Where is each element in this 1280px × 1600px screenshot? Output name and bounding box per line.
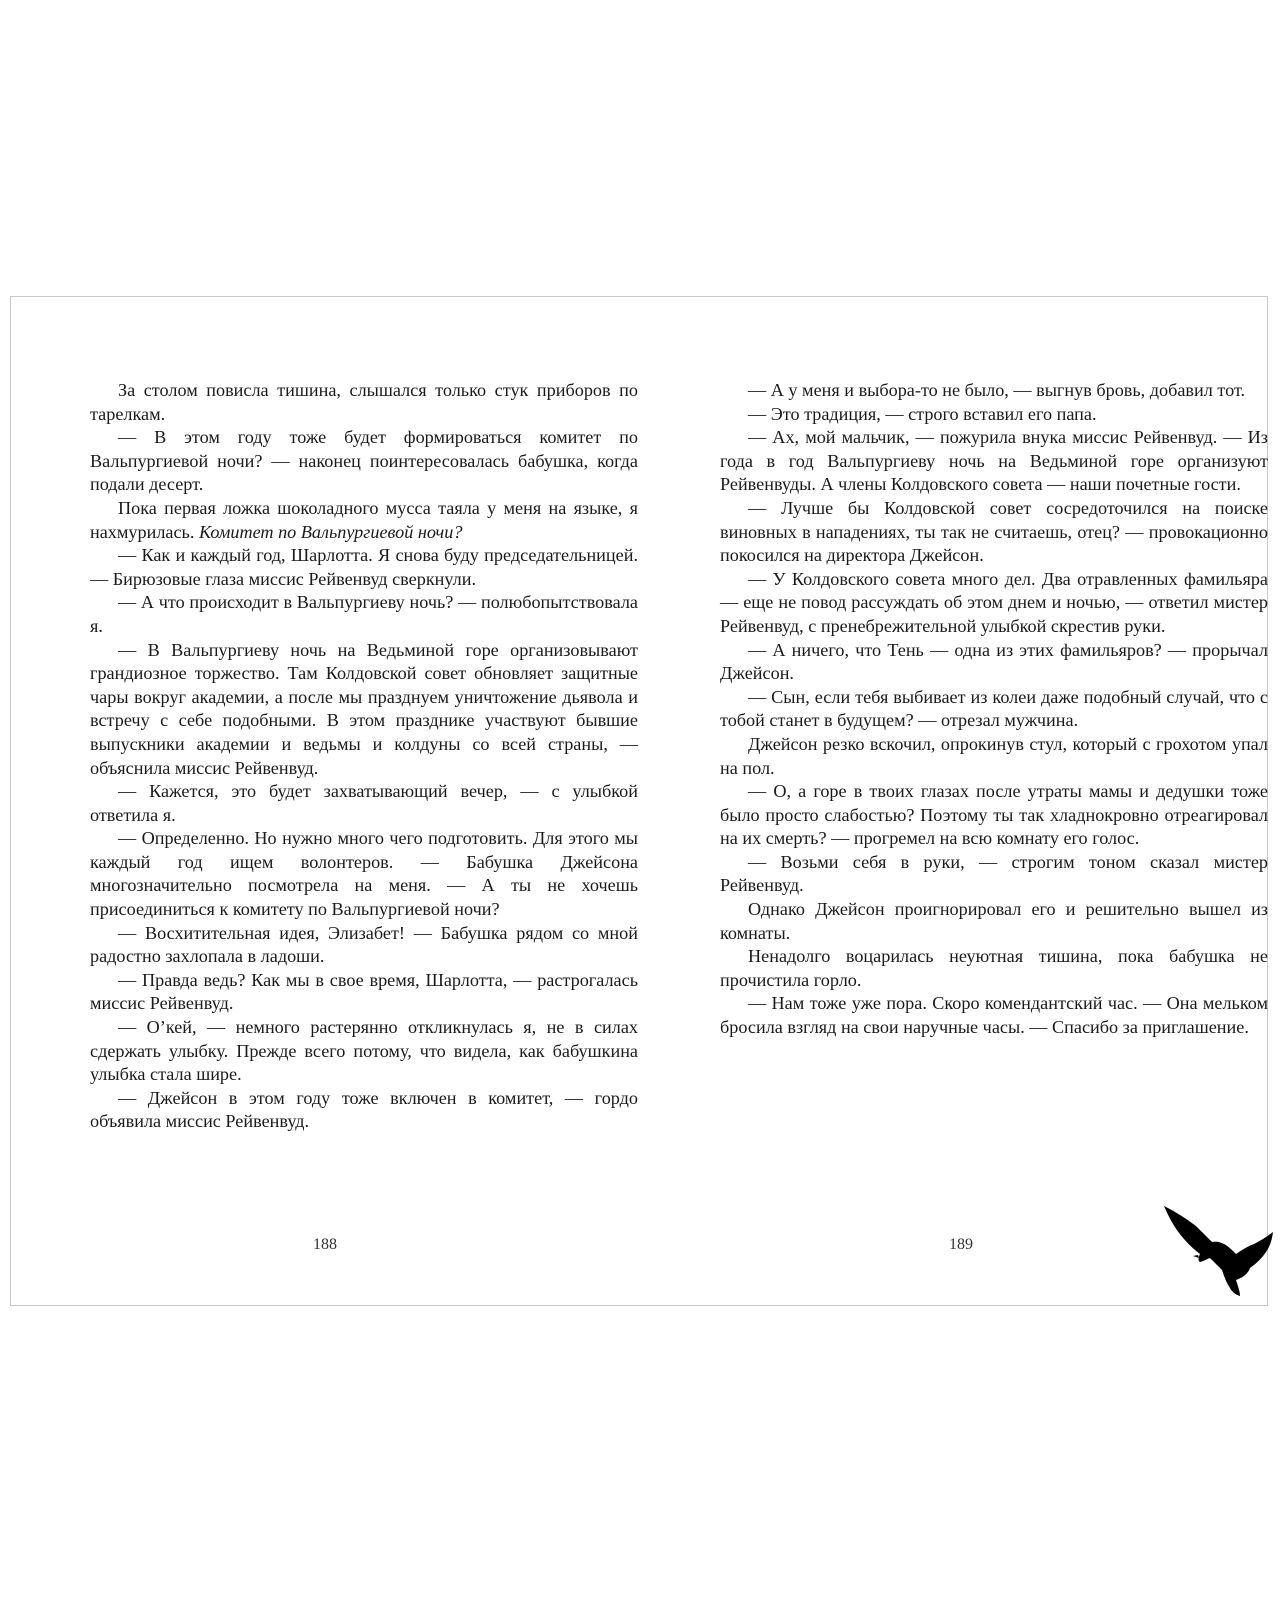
paragraph: — А что происходит в Вальпургиеву ночь? — полюбопытствовала я. — [90, 592, 638, 636]
paragraph: — А ничего, что Тень — одна из этих фамильяров? — прорычал Джейсон. — [720, 639, 1268, 684]
paragraph: — Нам тоже уже пора. Скоро комендантский час. — Она мельком бросила взгляд на свои наручные часы. — Спасибо за приглашение. — [720, 993, 1268, 1038]
paragraph: Джейсон резко вскочил, опрокинув стул, который с грохотом упал на пол. — [720, 733, 1268, 778]
paragraph: — Определенно. Но нужно много чего подготовить. Для этого мы каждый год ищем волонтеров. — Бабушка Джейсона многозначительно посмотрела на меня. — А ты не хочешь присоединиться к комитету по Вальпургиевой ночи? — [90, 828, 638, 920]
right-page — [720, 379, 1268, 1040]
page-number-right: 189 — [949, 1236, 973, 1253]
raven-silhouette-icon — [1162, 1206, 1274, 1296]
paragraph: За столом повисла тишина, слышался только стук приборов по тарелкам. — [90, 380, 638, 424]
paragraph: — О, а горе в твоих глазах после утраты мамы и дедушки тоже было просто слабостью? Поэтому ты так хладнокровно отреагировал на их смерть? — прогремел на всю комнату его голос. — [720, 781, 1268, 849]
book-spread — [10, 296, 1268, 1306]
italic-thought: Комитет по Вальпургиевой ночи? — [198, 521, 463, 542]
paragraph: — А у меня и выбора-то не было, — выгнув бровь, добавил тот. — [748, 380, 1246, 400]
paragraph: — У Колдовского совета много дел. Два отравленных фамильяра — еще не повод рассуждать об этом днем и ночью, — ответил мистер Рейвенвуд, с пренебрежительной улыбкой скрестив руки. — [720, 568, 1268, 636]
paragraph: — Как и каждый год, Шарлотта. Я снова буду председательницей. — Бирюзовые глаза миссис Рейвенвуд сверкнули. — [90, 545, 638, 589]
paragraph: — Восхитительная идея, Элизабет! — Бабушка рядом со мной радостно захлопала в ладоши. — [90, 922, 638, 967]
paragraph: — Возьми себя в руки, — строгим тоном сказал мистер Рейвенвуд. — [720, 851, 1268, 896]
paragraph: — Кажется, это будет захватывающий вечер, — с улыбкой ответила я. — [90, 781, 638, 825]
page-number-left: 188 — [313, 1236, 337, 1253]
paragraph: — Правда ведь? Как мы в свое время, Шарлотта, — растрогалась миссис Рейвенвуд. — [90, 969, 638, 1014]
paragraph: — Лучше бы Колдовской совет сосредоточился на поиске виновных в нападениях, ты так не считаешь, отец? — провокационно покосился на директора Джейсон. — [720, 497, 1268, 566]
paragraph — [90, 497, 638, 544]
paragraph: Ненадолго воцарилась неуютная тишина, пока бабушка не прочистила горло. — [720, 946, 1268, 990]
paragraph: — Это традиция, — строго вставил его папа. — [748, 403, 1097, 424]
paragraph: — О’кей, — немного растерянно откликнулась я, не в силах сдержать улыбку. Прежде всего потому, что видела, как бабушкина улыбка стала шире. — [90, 1017, 638, 1085]
paragraph: — Ах, мой мальчик, — пожурила внука миссис Рейвенвуд. — Из года в год Вальпургиеву ночь на Ведьминой горе организуют Рейвенвуды. А члены Колдовского совета — наши почетные гости. — [720, 427, 1268, 495]
paragraph-text: Пока первая ложка шоколадного мусса таяла у меня на языке, я нахмурилась. — [90, 497, 638, 542]
left-page — [90, 379, 638, 1134]
paragraph: — Джейсон в этом году тоже включен в комитет, — гордо объявила миссис Рейвенвуд. — [90, 1087, 638, 1132]
paragraph: Однако Джейсон проигнорировал его и решительно вышел из комнаты. — [720, 899, 1268, 943]
paragraph: — В Вальпургиеву ночь на Ведьминой горе организовывают грандиозное торжество. Там Колдовской совет обновляет защитные чары вокруг академии, а после мы празднуем уничтожение дьявола и встречу с себе подобными. В этом празднике участвуют бывшие выпускники академии и ведьмы и колдуны со всей страны, — объяснила миссис Рейвенвуд. — [90, 639, 638, 778]
paragraph: — Сын, если тебя выбивает из колеи даже подобный случай, что с тобой станет в будущем? — отрезал мужчина. — [720, 686, 1268, 731]
paragraph: — В этом году тоже будет формироваться комитет по Вальпургиевой ночи? — наконец поинтересовалась бабушка, когда подали десерт. — [90, 427, 638, 495]
